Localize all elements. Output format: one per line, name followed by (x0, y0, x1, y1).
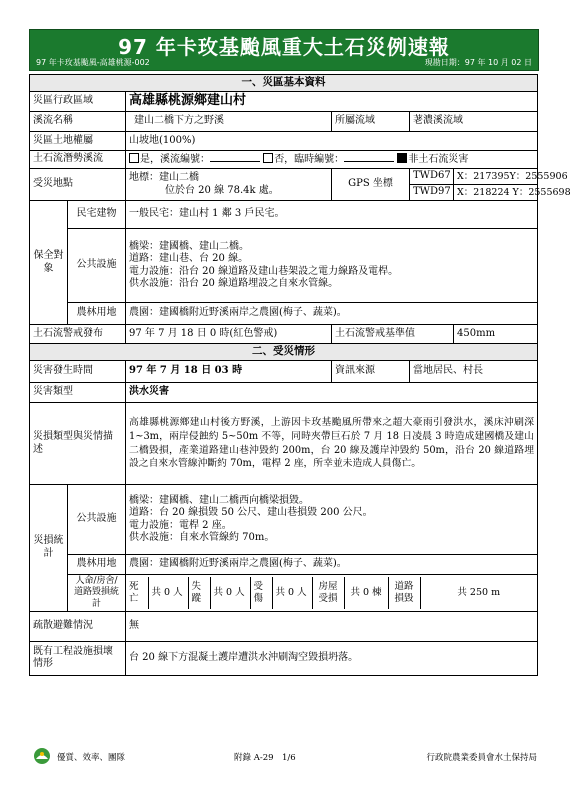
dmg-farm-value: 農園：建國橋附近野溪兩岸之農園(梅子、蔬菜)。 (126, 555, 538, 575)
residence-label: 民宅建物 (68, 201, 126, 229)
temp-number-blank (344, 153, 394, 162)
damage-stats-label: 災損統計 (30, 485, 68, 612)
footer-agency: 行政院農業委員會水土保持局 (426, 753, 537, 763)
injured-value: 共 0 人 (272, 577, 312, 609)
gps-label: GPS 坐標 (332, 169, 410, 201)
public-facility-label: 公共設施 (68, 229, 126, 303)
dead-value: 共 0 人 (148, 577, 188, 609)
admin-area-label: 災區行政區域 (30, 92, 126, 112)
casualty-stats (126, 575, 538, 612)
report-date: 現勘日期：97 年 10 月 02 日 (424, 58, 532, 67)
occur-time-value: 97 年 7 月 18 日 03 時 (126, 361, 332, 383)
public-line: 電力設施：沿台 20 線道路及建山巷架設之電力線路及電桿。 (129, 265, 399, 277)
casualty-label: 人命/房舍/道路毀損統計 (68, 575, 126, 612)
land-ownership-value: 山坡地(100%) (126, 132, 538, 151)
dmg-public-value (126, 485, 538, 555)
twd97-value: X：218224 Y：2555698 (454, 185, 538, 201)
option-no-label: 否，臨時編號： (274, 153, 345, 165)
location-label: 受災地點 (30, 169, 126, 201)
report-subtitle: 97 年卡玫基颱風-高雄桃源-002 (36, 58, 150, 67)
occur-time-label: 災害發生時間 (30, 361, 126, 383)
warning-standard-label: 土石流警戒基準值 (332, 325, 454, 344)
page-footer (29, 748, 537, 768)
road-value: 共 250 m (420, 577, 537, 609)
stream-number-blank (210, 153, 260, 162)
land-ownership-label: 災區土地權屬 (30, 132, 126, 151)
stream-name-label: 溪流名稱 (30, 112, 126, 132)
checkbox-non-debris[interactable] (397, 153, 407, 163)
twd97-label: TWD97 (410, 185, 454, 201)
dmg-public-line: 橋梁：建國橋、建山二橋西向橋梁損毀。 (129, 494, 309, 506)
protect-target-label: 保全對象 (30, 201, 68, 325)
public-line: 供水設施：沿台 20 線道路埋設之自來水管線。 (129, 278, 339, 289)
public-facility-value (126, 229, 538, 303)
dmg-public-line: 道路：台 20 線損毀 50 公尺、建山巷損毀 200 公尺。 (129, 507, 373, 518)
evac-value: 無 (126, 611, 538, 641)
missing-value: 共 0 人 (210, 577, 250, 609)
house-label: 房屋受損 (312, 577, 344, 609)
disaster-type-value: 洪水災害 (126, 383, 538, 403)
evac-label: 疏散避難情況 (30, 611, 126, 641)
footer-slogan: 優質、效率、團隊 (57, 753, 126, 763)
existing-works-label: 既有工程設施損壞情形 (30, 641, 126, 675)
damage-desc-label: 災損類型與災情描述 (30, 403, 126, 485)
injured-label: 受傷 (250, 577, 272, 609)
report-banner (29, 29, 539, 71)
dmg-farm-label: 農林用地 (68, 555, 126, 575)
section-damage-title: 二、受災情形 (30, 344, 538, 361)
dmg-public-line: 供水設施：自來水管線約 70m。 (129, 532, 275, 543)
footer-page-number: 附錄 A-29 1/6 (234, 753, 296, 763)
checkbox-yes[interactable] (129, 153, 139, 163)
warning-standard-value: 450mm (454, 325, 538, 344)
report-form (29, 74, 571, 676)
house-value: 共 0 棟 (344, 577, 388, 609)
info-source-value: 當地居民、村長 (410, 361, 538, 383)
missing-label: 失蹤 (188, 577, 210, 609)
admin-area-value: 高雄縣桃源鄉建山村 (126, 92, 538, 112)
checkbox-no[interactable] (263, 153, 273, 163)
basin-label: 所屬流域 (332, 112, 410, 132)
twd67-value: X：217395Y：2555906 (454, 169, 538, 185)
farm-label: 農林用地 (68, 303, 126, 325)
potential-stream-label: 土石流潛勢溪流 (30, 151, 126, 169)
road-label: 道路損毀 (388, 577, 420, 609)
agency-logo-icon (33, 747, 51, 765)
public-line: 道路：建山巷、台 20 線。 (129, 253, 249, 264)
dmg-public-label: 公共設施 (68, 485, 126, 555)
landmark-detail: 位於台 20 線 78.4k 處。 (165, 184, 279, 196)
disaster-type-label: 災害類型 (30, 383, 126, 403)
report-title: 97 年卡玫基颱風重大土石災例速報 (118, 35, 450, 59)
basin-value: 荖濃溪流域 (410, 112, 538, 132)
info-source-label: 資訊來源 (332, 361, 410, 383)
existing-works-value: 台 20 線下方混凝土護岸遭洪水沖刷淘空毀損坍落。 (126, 641, 538, 675)
public-line: 橋梁：建國橋、建山二橋。 (129, 240, 249, 252)
stream-name-value: 建山二橋下方之野溪 (126, 112, 332, 132)
option-yes-label: 是，溪流編號： (140, 153, 210, 165)
warning-issue-value: 97 年 7 月 18 日 0 時(紅色警戒) (126, 325, 332, 344)
residence-value: 一般民宅：建山村 1 鄰 3 戶民宅。 (126, 201, 538, 229)
warning-issue-label: 土石流警戒發布 (30, 325, 126, 344)
farm-value: 農園：建國橋附近野溪兩岸之農園(梅子、蔬菜)。 (126, 303, 538, 325)
damage-desc-value: 高雄縣桃源鄉建山村後方野溪，上游因卡玫基颱風所帶來之超大豪雨引發洪水，溪床沖刷深 1~3m，兩岸侵蝕約 5~50m 不等，同時夾帶巨石於 7 月 18 日凌晨 3 時造成建國橋及建山二橋毀損，產業道路建山巷沖毀約 200m，台 20 線及護岸沖毀約 50m，沿台 20 線道路埋設之自來水管線沖斷約 70m，電桿 2 座，所幸並未造成人員傷亡。 (126, 403, 538, 485)
section-basic-title: 一、災區基本資料 (30, 75, 538, 92)
landmark-line: 地標：建山二橋 (129, 172, 199, 183)
option-non-debris-label: 非土石流災害 (408, 153, 469, 165)
twd67-label: TWD67 (410, 169, 454, 185)
dead-label: 死亡 (126, 577, 148, 609)
location-value (126, 169, 332, 201)
dmg-public-line: 電力設施：電桿 2 座。 (129, 519, 232, 531)
potential-stream-options (126, 151, 538, 169)
